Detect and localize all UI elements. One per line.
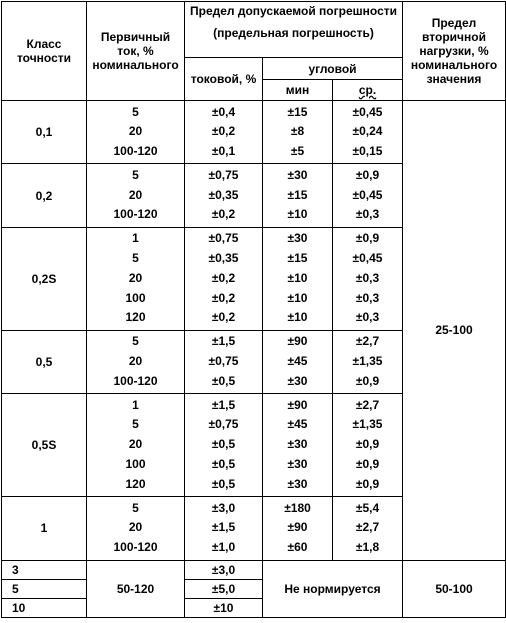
- value: ±30: [287, 373, 308, 388]
- value: ±30: [287, 437, 308, 452]
- value: ±0,5: [211, 457, 236, 472]
- value: ±0,2: [211, 124, 236, 139]
- value: ±30: [287, 167, 308, 182]
- header-sr-label: ср.: [358, 83, 377, 97]
- angular-min-cell: [263, 497, 333, 560]
- primary-current-cell: [87, 394, 185, 497]
- header-error-limit-title: Предел допускаемой погрешности: [189, 4, 397, 18]
- value: 120: [125, 476, 146, 491]
- value: 20: [128, 354, 143, 369]
- value: 100-120: [113, 373, 158, 388]
- current-error-cell: ±3,0: [185, 560, 263, 579]
- value: ±0,75: [208, 354, 239, 369]
- header-primary-current: Первичный ток, % номинального: [87, 2, 185, 101]
- value: 20: [128, 270, 143, 285]
- value: ±0,24: [352, 124, 383, 139]
- value: ±0,45: [352, 187, 383, 202]
- header-accuracy-class: Класс точности: [2, 2, 87, 101]
- value: ±0,75: [208, 167, 239, 182]
- value: ±0,5: [211, 373, 236, 388]
- primary-current-cell: 50-120: [87, 560, 185, 617]
- value: ±1,5: [211, 334, 236, 349]
- value: ±30: [287, 457, 308, 472]
- angular-min-cell: [263, 164, 333, 227]
- value: ±0,45: [352, 104, 383, 119]
- value: 20: [128, 520, 143, 535]
- value: ±2,7: [355, 520, 380, 535]
- value: 5: [132, 104, 139, 119]
- angular-sr-cell: [333, 164, 403, 227]
- value: ±0,3: [355, 207, 380, 222]
- header-angular: угловой: [263, 58, 403, 80]
- value: ±45: [287, 354, 308, 369]
- value: ±15: [287, 104, 308, 119]
- value: ±10: [287, 207, 308, 222]
- primary-current-cell: [87, 101, 185, 164]
- value: 5: [132, 417, 139, 432]
- current-error-cell: ±10: [185, 598, 263, 617]
- accuracy-class-cell: 0,2S: [2, 227, 87, 330]
- value: ±10: [287, 270, 308, 285]
- value: ±0,2: [211, 310, 236, 325]
- value: ±180: [284, 500, 311, 515]
- value: ±15: [287, 251, 308, 266]
- value: ±10: [287, 310, 308, 325]
- value: ±0,9: [355, 167, 380, 182]
- accuracy-class-cell: 0,5: [2, 330, 87, 393]
- current-error-cell: [185, 101, 263, 164]
- value: ±0,3: [355, 270, 380, 285]
- accuracy-class-cell: 10: [2, 598, 87, 617]
- value: ±60: [287, 540, 308, 555]
- value: ±15: [287, 187, 308, 202]
- accuracy-class-table: [1, 1, 506, 618]
- value: ±2,7: [355, 334, 380, 349]
- value: 100-120: [113, 144, 158, 159]
- angular-sr-cell: [333, 330, 403, 393]
- value: 1: [132, 231, 139, 246]
- value: ±0,1: [211, 144, 236, 159]
- value: 120: [125, 310, 146, 325]
- primary-current-cell: [87, 164, 185, 227]
- value: ±0,9: [355, 457, 380, 472]
- header-error-limit: [185, 2, 403, 58]
- accuracy-class-cell: 3: [2, 560, 87, 579]
- current-error-cell: [185, 164, 263, 227]
- accuracy-class-cell: 0,1: [2, 101, 87, 164]
- angular-sr-cell: [333, 497, 403, 560]
- angular-sr-cell: [333, 227, 403, 330]
- value: ±0,2: [211, 207, 236, 222]
- angular-min-cell: [263, 101, 333, 164]
- value: ±0,5: [211, 476, 236, 491]
- value: ±1,35: [352, 417, 383, 432]
- value: ±2,7: [355, 397, 380, 412]
- header-current-error: токовой, %: [185, 58, 263, 101]
- value: ±0,9: [355, 437, 380, 452]
- not-normalized-cell: Не нормируется: [263, 560, 403, 617]
- current-error-cell: ±5,0: [185, 579, 263, 598]
- value: ±30: [287, 476, 308, 491]
- value: ±45: [287, 417, 308, 432]
- angular-sr-cell: [333, 101, 403, 164]
- angular-min-cell: [263, 330, 333, 393]
- value: ±8: [290, 124, 305, 139]
- value: ±0,35: [208, 187, 239, 202]
- header-secondary-load: Предел вторичной нагрузки, % номинального значения: [403, 2, 506, 101]
- value: ±0,9: [355, 373, 380, 388]
- value: ±10: [287, 290, 308, 305]
- value: ±0,3: [355, 290, 380, 305]
- secondary-load-cell: 25-100: [403, 101, 506, 561]
- value: ±0,9: [355, 476, 380, 491]
- accuracy-class-cell: 0,2: [2, 164, 87, 227]
- value: 100: [125, 290, 146, 305]
- value: 5: [132, 334, 139, 349]
- value: ±0,2: [211, 290, 236, 305]
- value: 5: [132, 167, 139, 182]
- value: ±90: [287, 334, 308, 349]
- accuracy-class-cell: 5: [2, 579, 87, 598]
- value: ±0,5: [211, 437, 236, 452]
- value: ±1,0: [211, 540, 236, 555]
- value: ±0,45: [352, 251, 383, 266]
- angular-min-cell: [263, 394, 333, 497]
- value: ±90: [287, 520, 308, 535]
- value: 20: [128, 437, 143, 452]
- value: 100-120: [113, 540, 158, 555]
- angular-sr-cell: [333, 394, 403, 497]
- secondary-load-cell: 50-100: [403, 560, 506, 617]
- primary-current-cell: [87, 227, 185, 330]
- value: 20: [128, 187, 143, 202]
- accuracy-class-cell: 0,5S: [2, 394, 87, 497]
- value: ±0,75: [208, 417, 239, 432]
- header-min: мин: [263, 80, 333, 101]
- value: ±1,35: [352, 354, 383, 369]
- current-error-cell: [185, 394, 263, 497]
- value: ±5,4: [355, 500, 380, 515]
- value: ±0,9: [355, 231, 380, 246]
- value: ±5: [290, 144, 305, 159]
- primary-current-cell: [87, 330, 185, 393]
- header-error-limit-subtitle: (предельная погрешность): [213, 26, 374, 40]
- value: ±0,75: [208, 231, 239, 246]
- value: ±1,5: [211, 397, 236, 412]
- value: ±0,35: [208, 251, 239, 266]
- value: 100: [125, 457, 146, 472]
- current-error-cell: [185, 330, 263, 393]
- value: ±0,4: [211, 104, 236, 119]
- primary-current-cell: [87, 497, 185, 560]
- value: 20: [128, 124, 143, 139]
- angular-min-cell: [263, 227, 333, 330]
- value: ±90: [287, 397, 308, 412]
- value: 1: [132, 397, 139, 412]
- value: 5: [132, 500, 139, 515]
- value: ±0,3: [355, 310, 380, 325]
- value: ±1,8: [355, 540, 380, 555]
- accuracy-class-cell: 1: [2, 497, 87, 560]
- current-error-cell: [185, 227, 263, 330]
- value: 100-120: [113, 207, 158, 222]
- value: ±0,15: [352, 144, 383, 159]
- value: ±30: [287, 231, 308, 246]
- current-error-cell: [185, 497, 263, 560]
- value: 5: [132, 251, 139, 266]
- header-sr: [333, 80, 403, 101]
- value: ±3,0: [211, 500, 236, 515]
- value: ±1,5: [211, 520, 236, 535]
- value: ±0,2: [211, 270, 236, 285]
